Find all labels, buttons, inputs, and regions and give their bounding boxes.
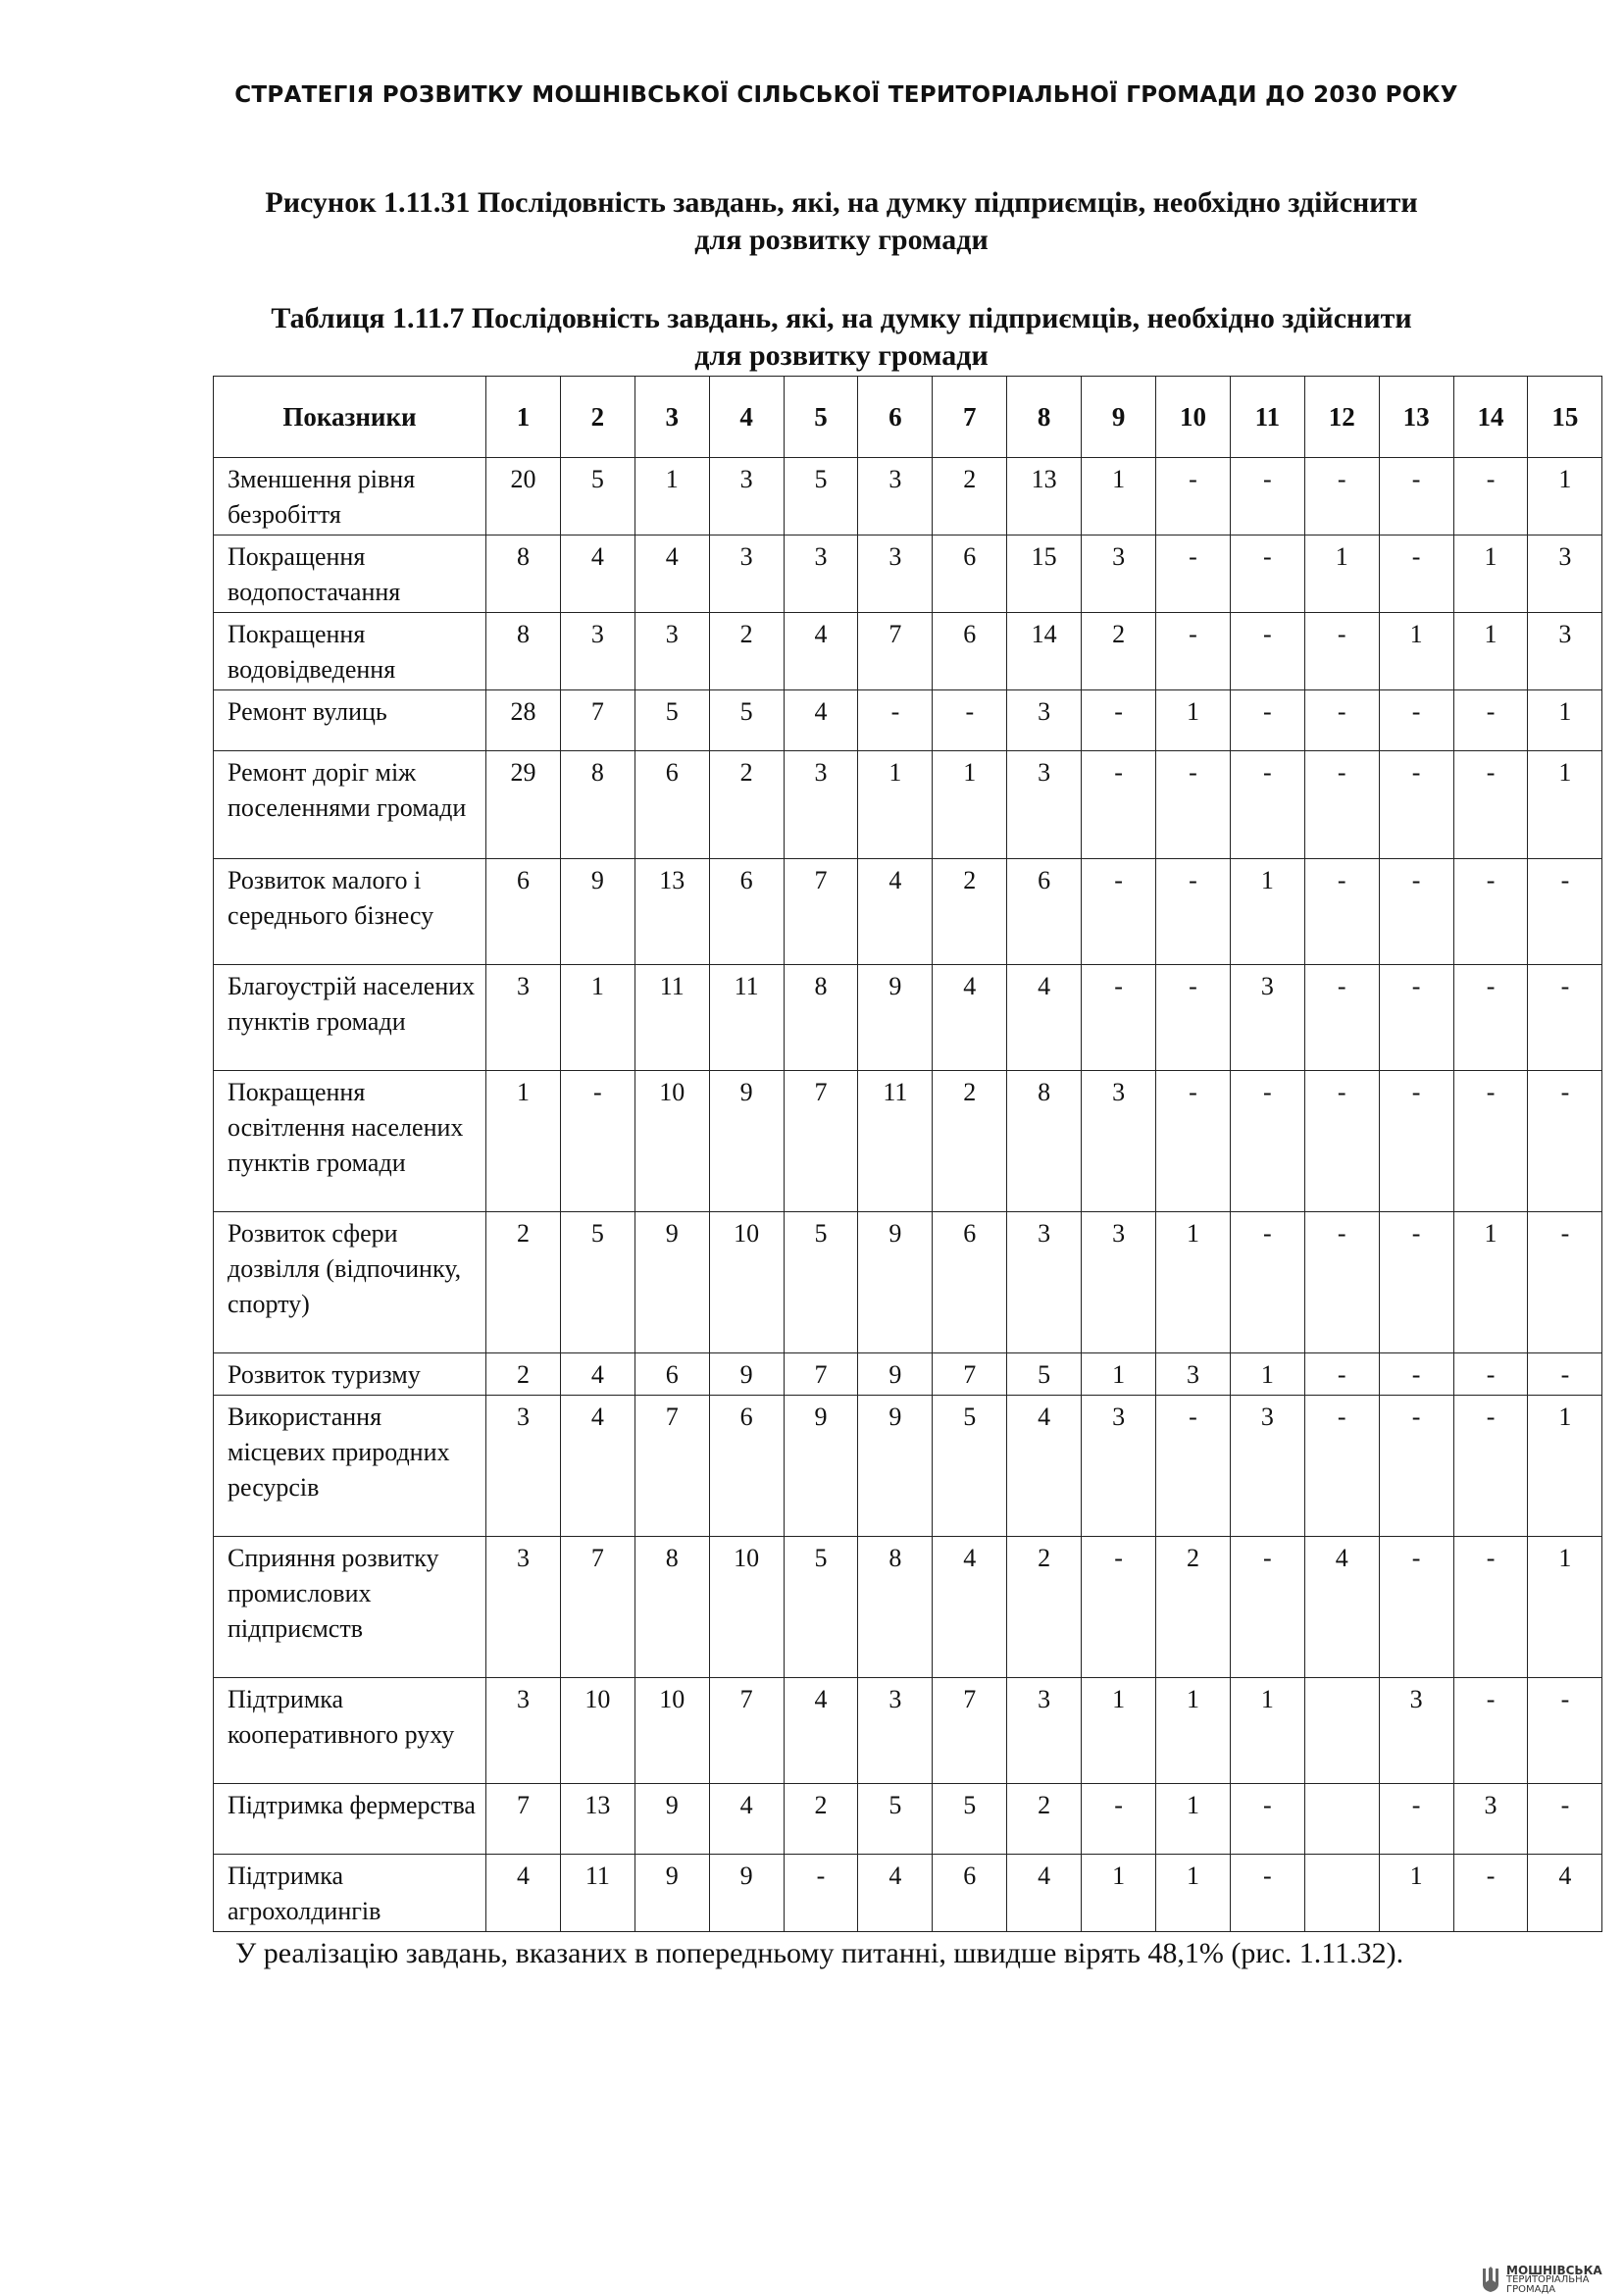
cell-value	[1304, 1784, 1379, 1855]
cell-value: 6	[709, 1396, 784, 1537]
header-rank-6: 6	[858, 377, 933, 458]
footnote-text: У реалізацію завдань, вказаних в попередньому питанні, швидше вірять 48,1% (рис. 1.11.32).	[235, 1937, 1404, 1969]
table-row	[214, 690, 1602, 751]
cell-value: 7	[784, 1071, 858, 1212]
cell-value: 3	[486, 1537, 561, 1678]
cell-value: 4	[1528, 1855, 1602, 1932]
cell-value: 10	[709, 1537, 784, 1678]
cell-value: 3	[1007, 751, 1082, 859]
cell-value: 10	[634, 1071, 709, 1212]
cell-value: 2	[486, 1353, 561, 1396]
cell-value: -	[1082, 859, 1156, 965]
cell-value: 4	[858, 859, 933, 965]
cell-value: 7	[486, 1784, 561, 1855]
cell-value: -	[1528, 965, 1602, 1071]
figure-caption-line2: для розвитку громади	[694, 224, 989, 256]
cell-value: -	[1453, 1537, 1528, 1678]
cell-value: -	[1304, 859, 1379, 965]
row-label: Використання місцевих природних ресурсів	[214, 1396, 486, 1537]
page-header: СТРАТЕГІЯ РОЗВИТКУ МОШНІВСЬКОЇ СІЛЬСЬКОЇ ТЕРИТОРІАЛЬНОЇ ГРОМАДИ ДО 2030 РОКУ	[234, 82, 1458, 108]
cell-value: 5	[709, 690, 784, 751]
cell-value: 4	[784, 613, 858, 690]
cell-value: 5	[1007, 1353, 1082, 1396]
cell-value: -	[1304, 613, 1379, 690]
cell-value: 1	[858, 751, 933, 859]
cell-value: -	[1379, 751, 1453, 859]
cell-value: 11	[709, 965, 784, 1071]
cell-value: 28	[486, 690, 561, 751]
cell-value: -	[1304, 690, 1379, 751]
cell-value: -	[1156, 965, 1231, 1071]
cell-value: 1	[1156, 1855, 1231, 1932]
table-row	[214, 458, 1602, 536]
cell-value: 1	[1230, 1353, 1304, 1396]
cell-value: -	[1156, 1396, 1231, 1537]
cell-value: 4	[858, 1855, 933, 1932]
cell-value: 1	[1082, 458, 1156, 536]
cell-value: 1	[1528, 690, 1602, 751]
cell-value: 3	[486, 1396, 561, 1537]
table-caption	[0, 300, 1624, 375]
cell-value: -	[1379, 1212, 1453, 1353]
cell-value: -	[560, 1071, 634, 1212]
cell-value: 6	[634, 1353, 709, 1396]
cell-value: 1	[1528, 751, 1602, 859]
cell-value: 3	[858, 1678, 933, 1784]
cell-value: 7	[784, 1353, 858, 1396]
cell-value: 6	[486, 859, 561, 965]
logo-text	[1506, 2266, 1602, 2295]
cell-value: 3	[560, 613, 634, 690]
cell-value: -	[1304, 1396, 1379, 1537]
cell-value: 3	[1082, 1396, 1156, 1537]
cell-value: 1	[1453, 536, 1528, 613]
cell-value: -	[1156, 613, 1231, 690]
cell-value: 3	[1082, 536, 1156, 613]
table-row	[214, 1353, 1602, 1396]
cell-value: 8	[1007, 1071, 1082, 1212]
cell-value: 3	[1082, 1071, 1156, 1212]
cell-value: 13	[1007, 458, 1082, 536]
table-row	[214, 965, 1602, 1071]
cell-value: 13	[634, 859, 709, 965]
cell-value: 1	[1156, 1678, 1231, 1784]
cell-value: 8	[634, 1537, 709, 1678]
cell-value: 9	[858, 1353, 933, 1396]
header-rank-3: 3	[634, 377, 709, 458]
cell-value: 6	[709, 859, 784, 965]
cell-value: 9	[634, 1855, 709, 1932]
cell-value: 3	[1230, 965, 1304, 1071]
table-row	[214, 1396, 1602, 1537]
cell-value: -	[1230, 1537, 1304, 1678]
logo-line2: ТЕРИТОРІАЛЬНА	[1506, 2274, 1590, 2285]
cell-value: 1	[1082, 1855, 1156, 1932]
cell-value: -	[1230, 1855, 1304, 1932]
cell-value: 3	[1156, 1353, 1231, 1396]
row-label: Розвиток малого і середнього бізнесу	[214, 859, 486, 965]
cell-value: -	[1230, 1212, 1304, 1353]
cell-value: -	[1528, 1071, 1602, 1212]
cell-value: 8	[486, 613, 561, 690]
cell-value: 9	[709, 1353, 784, 1396]
cell-value: 5	[784, 1212, 858, 1353]
cell-value: 5	[560, 1212, 634, 1353]
cell-value: -	[1528, 1784, 1602, 1855]
cell-value: 1	[1453, 1212, 1528, 1353]
table-row	[214, 751, 1602, 859]
cell-value: 7	[634, 1396, 709, 1537]
cell-value: 7	[858, 613, 933, 690]
cell-value: 4	[634, 536, 709, 613]
cell-value: 4	[486, 1855, 561, 1932]
cell-value: -	[784, 1855, 858, 1932]
cell-value: 2	[486, 1212, 561, 1353]
header-rank-2: 2	[560, 377, 634, 458]
cell-value: 7	[560, 690, 634, 751]
cell-value: 1	[1230, 1678, 1304, 1784]
cell-value	[1304, 1678, 1379, 1784]
cell-value: -	[1230, 751, 1304, 859]
cell-value: -	[1379, 1537, 1453, 1678]
row-label: Підтримка агрохолдингів	[214, 1855, 486, 1932]
header-rank-10: 10	[1156, 377, 1231, 458]
cell-value: 2	[1007, 1537, 1082, 1678]
cell-value: 5	[634, 690, 709, 751]
cell-value: -	[1156, 751, 1231, 859]
cell-value: 4	[784, 1678, 858, 1784]
cell-value: -	[1453, 690, 1528, 751]
table-row	[214, 1784, 1602, 1855]
cell-value: 9	[634, 1784, 709, 1855]
cell-value: 2	[933, 458, 1007, 536]
cell-value: 11	[560, 1855, 634, 1932]
cell-value: 3	[784, 751, 858, 859]
cell-value: -	[1453, 965, 1528, 1071]
cell-value: 3	[1230, 1396, 1304, 1537]
cell-value: 1	[1156, 1784, 1231, 1855]
cell-value: 1	[1528, 458, 1602, 536]
header-rank-11: 11	[1230, 377, 1304, 458]
row-label: Зменшення рівня безробіття	[214, 458, 486, 536]
cell-value: 3	[486, 1678, 561, 1784]
table-row	[214, 1855, 1602, 1932]
cell-value: 7	[784, 859, 858, 965]
row-label: Сприяння розвитку промислових підприємств	[214, 1537, 486, 1678]
row-label: Розвиток туризму	[214, 1353, 486, 1396]
cell-value: -	[1379, 1071, 1453, 1212]
cell-value: -	[1379, 965, 1453, 1071]
header-rank-12: 12	[1304, 377, 1379, 458]
cell-value: 10	[560, 1678, 634, 1784]
header-indicators: Показники	[214, 377, 486, 458]
cell-value: 9	[858, 1396, 933, 1537]
table-row	[214, 536, 1602, 613]
cell-value: 3	[486, 965, 561, 1071]
cell-value: 10	[634, 1678, 709, 1784]
cell-value: -	[1082, 690, 1156, 751]
header-rank-7: 7	[933, 377, 1007, 458]
table-row	[214, 1678, 1602, 1784]
cell-value: 3	[1528, 613, 1602, 690]
cell-value: 4	[784, 690, 858, 751]
cell-value: -	[1453, 859, 1528, 965]
table-body	[214, 458, 1602, 1932]
cell-value: 4	[560, 1396, 634, 1537]
cell-value: -	[1082, 1537, 1156, 1678]
cell-value: -	[1528, 1678, 1602, 1784]
header-rank-1: 1	[486, 377, 561, 458]
cell-value	[1304, 1855, 1379, 1932]
cell-value: 3	[1528, 536, 1602, 613]
cell-value: 4	[1007, 965, 1082, 1071]
cell-value: 11	[858, 1071, 933, 1212]
cell-value: 5	[560, 458, 634, 536]
cell-value: -	[1379, 690, 1453, 751]
cell-value: 5	[858, 1784, 933, 1855]
cell-value: -	[1379, 1784, 1453, 1855]
cell-value: -	[1082, 1784, 1156, 1855]
trident-icon	[1481, 2267, 1500, 2294]
row-label: Розвиток сфери дозвілля (відпочинку, спорту)	[214, 1212, 486, 1353]
cell-value: 1	[560, 965, 634, 1071]
cell-value: -	[1379, 1353, 1453, 1396]
cell-value: 2	[709, 751, 784, 859]
cell-value: -	[1453, 751, 1528, 859]
cell-value: -	[1230, 690, 1304, 751]
table-row	[214, 1212, 1602, 1353]
cell-value: -	[1304, 458, 1379, 536]
cell-value: 11	[634, 965, 709, 1071]
cell-value: 4	[1304, 1537, 1379, 1678]
cell-value: -	[1156, 859, 1231, 965]
cell-value: -	[933, 690, 1007, 751]
cell-value: 14	[1007, 613, 1082, 690]
cell-value: 1	[634, 458, 709, 536]
cell-value: -	[1082, 965, 1156, 1071]
cell-value: 5	[933, 1784, 1007, 1855]
table-row	[214, 859, 1602, 965]
cell-value: 3	[634, 613, 709, 690]
cell-value: 9	[709, 1855, 784, 1932]
cell-value: -	[1528, 859, 1602, 965]
cell-value: 9	[858, 965, 933, 1071]
cell-value: 1	[1528, 1396, 1602, 1537]
cell-value: 1	[486, 1071, 561, 1212]
cell-value: 4	[1007, 1855, 1082, 1932]
cell-value: 8	[784, 965, 858, 1071]
cell-value: 3	[1379, 1678, 1453, 1784]
cell-value: 1	[933, 751, 1007, 859]
cell-value: 3	[784, 536, 858, 613]
table-row	[214, 613, 1602, 690]
cell-value: 1	[1156, 1212, 1231, 1353]
cell-value: 7	[560, 1537, 634, 1678]
header-rank-13: 13	[1379, 377, 1453, 458]
cell-value: 5	[784, 458, 858, 536]
cell-value: 2	[1007, 1784, 1082, 1855]
cell-value: -	[1304, 1212, 1379, 1353]
cell-value: 7	[933, 1353, 1007, 1396]
cell-value: 1	[1156, 690, 1231, 751]
cell-value: -	[1453, 1353, 1528, 1396]
cell-value: -	[1379, 536, 1453, 613]
cell-value: -	[1379, 458, 1453, 536]
table-row	[214, 1071, 1602, 1212]
cell-value: -	[1156, 458, 1231, 536]
header-rank-9: 9	[1082, 377, 1156, 458]
cell-value: -	[1304, 1353, 1379, 1396]
cell-value: 8	[858, 1537, 933, 1678]
cell-value: 8	[486, 536, 561, 613]
row-label: Покращення освітлення населених пунктів громади	[214, 1071, 486, 1212]
cell-value: 3	[1082, 1212, 1156, 1353]
cell-value: 2	[784, 1784, 858, 1855]
cell-value: 1	[1082, 1678, 1156, 1784]
cell-value: 9	[784, 1396, 858, 1537]
table-caption-line1: Таблиця 1.11.7 Послідовність завдань, які, на думку підприємців, необхідно здійснити	[271, 302, 1412, 334]
cell-value: 5	[784, 1537, 858, 1678]
cell-value: 7	[933, 1678, 1007, 1784]
cell-value: -	[1304, 1071, 1379, 1212]
row-label: Благоустрій населених пунктів громади	[214, 965, 486, 1071]
cell-value: -	[1230, 458, 1304, 536]
table-caption-line2: для розвитку громади	[694, 339, 989, 372]
row-label: Підтримка фермерства	[214, 1784, 486, 1855]
community-logo	[1481, 2266, 1602, 2295]
cell-value: 1	[1453, 613, 1528, 690]
header-rank-4: 4	[709, 377, 784, 458]
cell-value: 9	[634, 1212, 709, 1353]
row-label: Підтримка кооперативного руху	[214, 1678, 486, 1784]
figure-caption-line1: Рисунок 1.11.31 Послідовність завдань, які, на думку підприємців, необхідно здійснити	[265, 186, 1418, 219]
cell-value: -	[1304, 965, 1379, 1071]
cell-value: 6	[933, 613, 1007, 690]
cell-value: -	[1453, 458, 1528, 536]
cell-value: -	[1453, 1855, 1528, 1932]
figure-caption	[0, 184, 1624, 259]
cell-value: 10	[709, 1212, 784, 1353]
cell-value: -	[1453, 1396, 1528, 1537]
cell-value: -	[1230, 1071, 1304, 1212]
cell-value: 8	[560, 751, 634, 859]
logo-line1: МОШНІВСЬКА	[1506, 2264, 1602, 2277]
tasks-table	[213, 376, 1602, 1932]
cell-value: 9	[560, 859, 634, 965]
cell-value: 6	[933, 1855, 1007, 1932]
cell-value: -	[1453, 1678, 1528, 1784]
cell-value: 15	[1007, 536, 1082, 613]
cell-value: -	[1379, 859, 1453, 965]
cell-value: 4	[709, 1784, 784, 1855]
cell-value: 6	[634, 751, 709, 859]
cell-value: -	[1230, 1784, 1304, 1855]
cell-value: 2	[1082, 613, 1156, 690]
cell-value: 1	[1379, 1855, 1453, 1932]
cell-value: 3	[709, 458, 784, 536]
cell-value: 20	[486, 458, 561, 536]
cell-value: 29	[486, 751, 561, 859]
cell-value: 4	[933, 965, 1007, 1071]
cell-value: -	[1156, 1071, 1231, 1212]
cell-value: -	[1379, 1396, 1453, 1537]
header-rank-14: 14	[1453, 377, 1528, 458]
cell-value: 3	[1453, 1784, 1528, 1855]
cell-value: -	[858, 690, 933, 751]
cell-value: 1	[1230, 859, 1304, 965]
cell-value: 2	[933, 859, 1007, 965]
cell-value: 3	[858, 458, 933, 536]
row-label: Ремонт доріг між поселеннями громади	[214, 751, 486, 859]
cell-value: 1	[1082, 1353, 1156, 1396]
cell-value: 4	[560, 536, 634, 613]
cell-value: 3	[1007, 1212, 1082, 1353]
row-label: Покращення водовідведення	[214, 613, 486, 690]
cell-value: 4	[933, 1537, 1007, 1678]
cell-value: 4	[1007, 1396, 1082, 1537]
cell-value: 7	[709, 1678, 784, 1784]
table-header-row	[214, 377, 1602, 458]
cell-value: -	[1230, 613, 1304, 690]
cell-value: 6	[933, 536, 1007, 613]
cell-value: 1	[1304, 536, 1379, 613]
logo-line3: ГРОМАДА	[1506, 2284, 1556, 2295]
cell-value: 2	[933, 1071, 1007, 1212]
cell-value: -	[1230, 536, 1304, 613]
header-rank-8: 8	[1007, 377, 1082, 458]
cell-value: 5	[933, 1396, 1007, 1537]
cell-value: 3	[709, 536, 784, 613]
cell-value: 13	[560, 1784, 634, 1855]
cell-value: 3	[1007, 690, 1082, 751]
cell-value: 2	[1156, 1537, 1231, 1678]
header-rank-15: 15	[1528, 377, 1602, 458]
cell-value: 6	[933, 1212, 1007, 1353]
row-label: Покращення водопостачання	[214, 536, 486, 613]
cell-value: -	[1082, 751, 1156, 859]
cell-value: -	[1304, 751, 1379, 859]
table-row	[214, 1537, 1602, 1678]
cell-value: -	[1453, 1071, 1528, 1212]
cell-value: 6	[1007, 859, 1082, 965]
cell-value: 3	[1007, 1678, 1082, 1784]
header-rank-5: 5	[784, 377, 858, 458]
cell-value: 4	[560, 1353, 634, 1396]
cell-value: -	[1528, 1353, 1602, 1396]
cell-value: -	[1528, 1212, 1602, 1353]
row-label: Ремонт вулиць	[214, 690, 486, 751]
cell-value: 9	[709, 1071, 784, 1212]
cell-value: 2	[709, 613, 784, 690]
cell-value: 1	[1379, 613, 1453, 690]
cell-value: 3	[858, 536, 933, 613]
cell-value: 9	[858, 1212, 933, 1353]
cell-value: -	[1156, 536, 1231, 613]
cell-value: 1	[1528, 1537, 1602, 1678]
